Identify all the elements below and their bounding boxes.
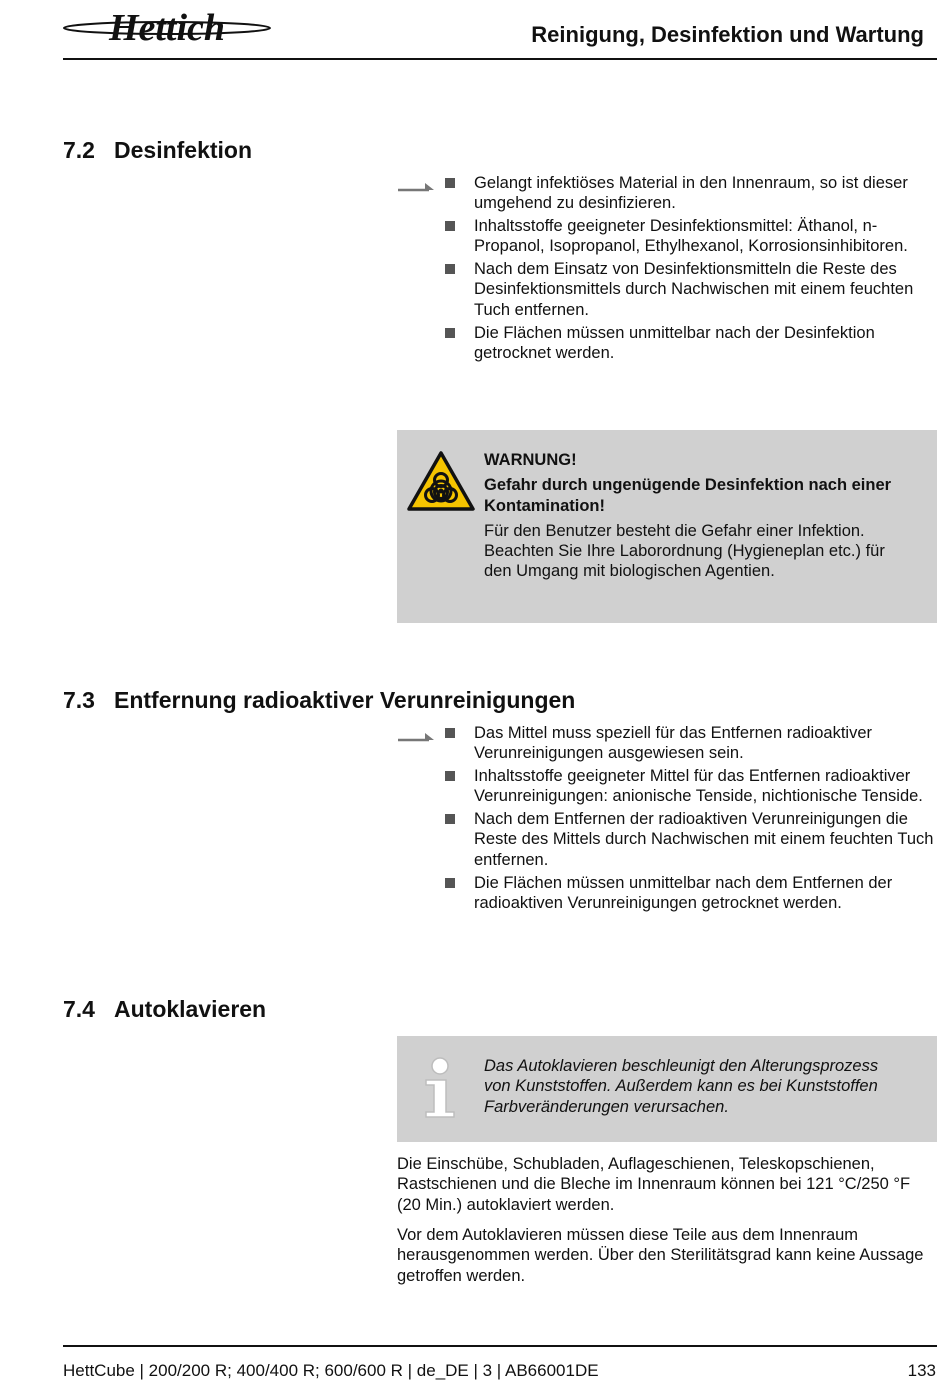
arrow-icon <box>397 728 437 744</box>
list-item: Die Flächen müssen unmittelbar nach dem Entfernen der radioaktiven Verunreinigungen getrocknet werden. <box>445 873 937 914</box>
warning-headline: Gefahr durch ungenügende Desinfektion nach einer Kontamination! <box>484 476 892 515</box>
list-item: Die Flächen müssen unmittelbar nach der Desinfektion getrocknet werden. <box>445 323 937 364</box>
disinfection-list <box>445 173 937 366</box>
autoclave-paragraph: Die Einschübe, Schubladen, Auflageschienen, Teleskopschienen, Rastschienen und die Bleche im Innenraum können bei 121 °C/250 °F (20 Min.) autoklaviert werden. <box>397 1155 911 1214</box>
header-divider <box>63 58 937 60</box>
section-number: 7.4 <box>63 996 95 1022</box>
hettich-logo <box>62 6 272 48</box>
bullet-square-icon <box>445 728 455 738</box>
list-item: Inhaltsstoffe geeigneter Desinfektionsmittel: Äthanol, n-Propanol, Isopropanol, Ethylhexanol, Korrosionsinhibitoren. <box>445 216 937 257</box>
footer-divider <box>63 1345 937 1347</box>
section-number: 7.3 <box>63 687 95 713</box>
bullet-square-icon <box>445 771 455 781</box>
bullet-square-icon <box>445 178 455 188</box>
biohazard-warning-icon <box>406 450 476 512</box>
section-title: Entfernung radioaktiver Verunreinigungen <box>114 687 576 713</box>
bullet-square-icon <box>445 878 455 888</box>
section-heading-7-4 <box>63 996 266 1023</box>
list-item: Das Mittel muss speziell für das Entfernen radioaktiver Verunreinigungen ausgewiesen sein. <box>445 723 937 764</box>
info-text: Das Autoklavieren beschleunigt den Alterungsprozess von Kunststoffen. Außerdem kann es bei Kunststoffen Farbveränderungen verursachen. <box>484 1057 879 1116</box>
bullet-square-icon <box>445 328 455 338</box>
list-item: Nach dem Einsatz von Desinfektionsmitteln die Reste des Desinfektionsmittels durch Nachwischen mit einem feuchten Tuch entfernen. <box>445 259 937 320</box>
page-number: 133 <box>907 1361 936 1380</box>
logo-text: Hettich <box>108 7 226 48</box>
arrow-icon <box>397 178 437 194</box>
list-item: Gelangt infektiöses Material in den Innenraum, so ist dieser umgehend zu desinfizieren. <box>445 173 937 214</box>
warning-content <box>484 450 904 582</box>
bullet-square-icon <box>445 221 455 231</box>
bullet-square-icon <box>445 264 455 274</box>
bullet-square-icon <box>445 814 455 824</box>
info-icon <box>420 1056 460 1118</box>
warning-label: WARNUNG! <box>484 451 577 469</box>
footer-document-info: HettCube | 200/200 R; 400/400 R; 600/600 R | de_DE | 3 | AB66001DE <box>63 1361 599 1380</box>
radioactive-cleaning-list <box>445 723 937 916</box>
section-number: 7.2 <box>63 137 95 163</box>
section-title: Desinfektion <box>114 137 253 163</box>
section-heading-7-3 <box>63 687 575 714</box>
autoclave-paragraph: Vor dem Autoklavieren müssen diese Teile aus dem Innenraum herausgenommen werden. Über den Sterilitätsgrad kann keine Aussage getroffen werden. <box>397 1226 924 1285</box>
list-item: Inhaltsstoffe geeigneter Mittel für das Entfernen radioaktiver Verunreinigungen: anionische Tenside, nichtionische Tenside. <box>445 766 937 807</box>
section-title: Autoklavieren <box>114 996 267 1022</box>
warning-text: Für den Benutzer besteht die Gefahr einer Infektion. Beachten Sie Ihre Laborordnung (Hygieneplan etc.) für den Umgang mit biologischen Agentien. <box>484 521 885 581</box>
section-heading-7-2 <box>63 137 252 164</box>
list-item: Nach dem Entfernen der radioaktiven Verunreinigungen die Reste des Mittels durch Nachwischen mit einem feuchten Tuch entfernen. <box>445 809 937 870</box>
header-title: Reinigung, Desinfektion und Wartung <box>531 22 924 47</box>
